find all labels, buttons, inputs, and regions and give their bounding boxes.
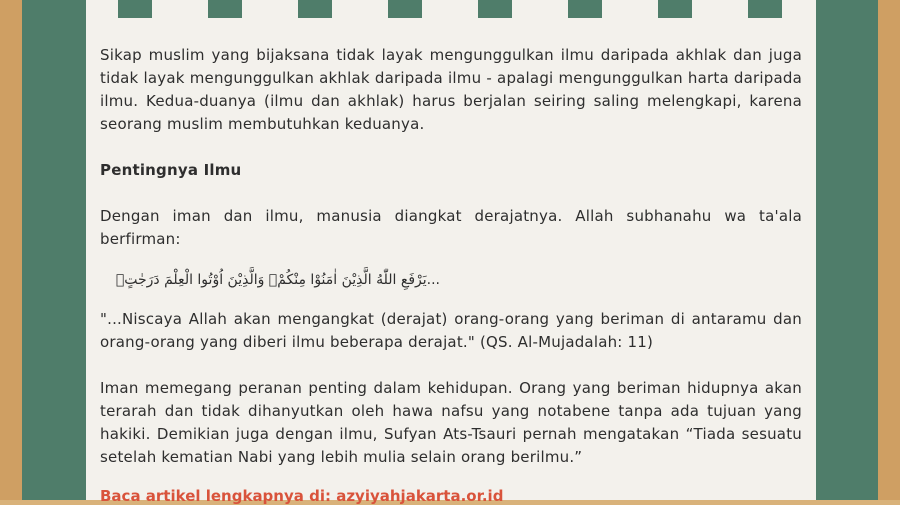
- binder-tab: [118, 0, 152, 18]
- paragraph-iman-ilmu: Dengan iman dan ilmu, manusia diangkat derajatnya. Allah subhanahu wa ta'ala berfirman:: [100, 207, 802, 248]
- binder-tab: [388, 0, 422, 18]
- paragraph-iman-role: Iman memegang peranan penting dalam kehidupan. Orang yang beriman hidupnya akan terarah dan tidak dihanyutkan oleh hawa nafsu yang notabene tanpa ada tujuan yang hakiki. Demikian juga dengan ilmu, Sufyan Ats-Tsauri pernah mengatakan “Tiada sesuatu setelah kematian Nabi yang lebih mulia selain orang berilmu.”: [100, 379, 802, 466]
- binder-tab: [748, 0, 782, 18]
- verse-translation: "...Niscaya Allah akan mengangkat (derajat) orang-orang yang beriman di antaramu dan orang-orang yang diberi ilmu beberapa derajat." (QS. Al-Mujadalah: 11): [100, 310, 802, 351]
- section-heading: Pentingnya Ilmu: [100, 161, 242, 179]
- arabic-verse: ...يَرْفَعِ اللّٰهُ الَّذِيْنَ اٰمَنُوْا مِنْكُمْۙ وَالَّذِيْنَ اُوْتُوا الْعِلْمَ دَرَجٰتٍۗ: [115, 272, 440, 288]
- binder-tab: [658, 0, 692, 18]
- article-body: [100, 44, 802, 469]
- binder-tab: [208, 0, 242, 18]
- footer-link[interactable]: Baca artikel lengkapnya di: azyiyahjakarta.or.id: [100, 487, 504, 505]
- paragraph-intro: Sikap muslim yang bijaksana tidak layak mengunggulkan ilmu daripada akhlak dan juga tidak layak mengunggulkan akhlak daripada ilmu - apalagi mengunggulkan harta daripada ilmu. Kedua-duanya (ilmu dan akhlak) harus berjalan seiring saling melengkapi, karena seorang muslim membutuhkan keduanya.: [100, 46, 802, 133]
- binder-tab: [568, 0, 602, 18]
- binder-tab: [298, 0, 332, 18]
- binder-tabs: [118, 0, 790, 18]
- binder-tab: [478, 0, 512, 18]
